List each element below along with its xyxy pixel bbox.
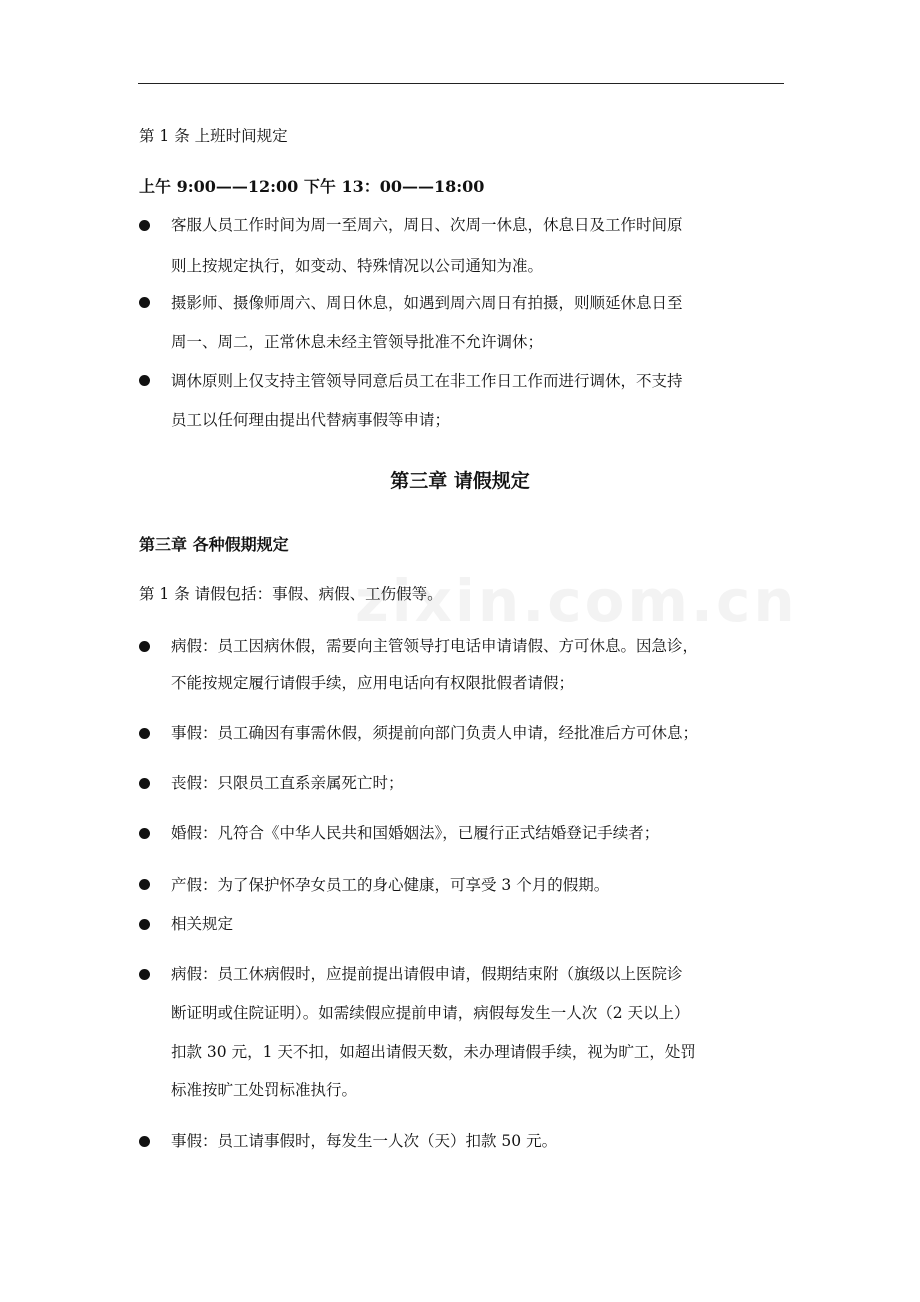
related-rule-1-line-3: 扣款 30 元，1 天不扣，如超出请假天数，未办理请假手续，视为旷工，处罚 (171, 1043, 696, 1061)
related-rule-2: 事假：员工请事假时，每发生一人次（天）扣款 50 元。 (171, 1132, 558, 1150)
leave-type-1-line-1: 病假：员工因病休假，需要向主管领导打电话申请请假、方可休息。因急诊， (171, 637, 699, 655)
work-rule-2-line-1: 摄影师、摄像师周六、周日休息，如遇到周六周日有拍摄，则顺延休息日至 (171, 294, 683, 312)
leave-article: 第 1 条 请假包括：事假、病假、工伤假等。 (139, 585, 443, 603)
bullet-icon (139, 778, 150, 789)
leave-type-3: 丧假：只限员工直系亲属死亡时； (171, 774, 404, 792)
work-rule-1-line-1: 客服人员工作时间为周一至周六，周日、次周一休息，休息日及工作时间原 (171, 216, 683, 234)
work-rule-3-line-1: 调休原则上仅支持主管领导同意后员工在非工作日工作而进行调休，不支持 (171, 372, 683, 390)
bullet-icon (139, 919, 150, 930)
related-rule-1-line-4: 标准按旷工处罚标准执行。 (171, 1081, 358, 1099)
leave-type-2: 事假：员工确因有事需休假，须提前向部门负责人申请，经批准后方可休息； (171, 724, 699, 742)
chapter-title: 第三章 请假规定 (390, 470, 530, 492)
work-rule-1-line-2: 则上按规定执行，如变动、特殊情况以公司通知为准。 (171, 257, 544, 275)
watermark: zixin.com.cn (355, 567, 798, 635)
leave-type-1-line-2: 不能按规定履行请假手续，应用电话向有权限批假者请假； (171, 674, 575, 692)
related-rule-1-line-1: 病假：员工休病假时，应提前提出请假申请，假期结束附（旗级以上医院诊 (171, 965, 683, 983)
leave-type-5: 产假：为了保护怀孕女员工的身心健康，可享受 3 个月的假期。 (171, 876, 610, 894)
bullet-icon (139, 1136, 150, 1147)
bullet-icon (139, 220, 150, 231)
leave-type-4: 婚假：凡符合《中华人民共和国婚姻法》，已履行正式结婚登记手续者； (171, 824, 660, 842)
article-1-heading: 第 1 条 上班时间规定 (139, 127, 288, 145)
bullet-icon (139, 728, 150, 739)
bullet-icon (139, 828, 150, 839)
bullet-icon (139, 297, 150, 308)
work-rule-2-line-2: 周一、周二，正常休息未经主管领导批准不允许调休； (171, 333, 544, 351)
bullet-icon (139, 375, 150, 386)
leave-type-6: 相关规定 (171, 915, 234, 933)
work-rule-3-line-2: 员工以任何理由提出代替病事假等申请； (171, 411, 451, 429)
section-title: 第三章 各种假期规定 (139, 535, 289, 554)
bullet-icon (139, 879, 150, 890)
work-hours: 上午 9:00——12:00 下午 13：00——18:00 (139, 177, 485, 196)
bullet-icon (139, 641, 150, 652)
header-rule (138, 83, 784, 84)
bullet-icon (139, 969, 150, 980)
related-rule-1-line-2: 断证明或住院证明）。如需续假应提前申请，病假每发生一人次（2 天以上） (171, 1004, 690, 1022)
